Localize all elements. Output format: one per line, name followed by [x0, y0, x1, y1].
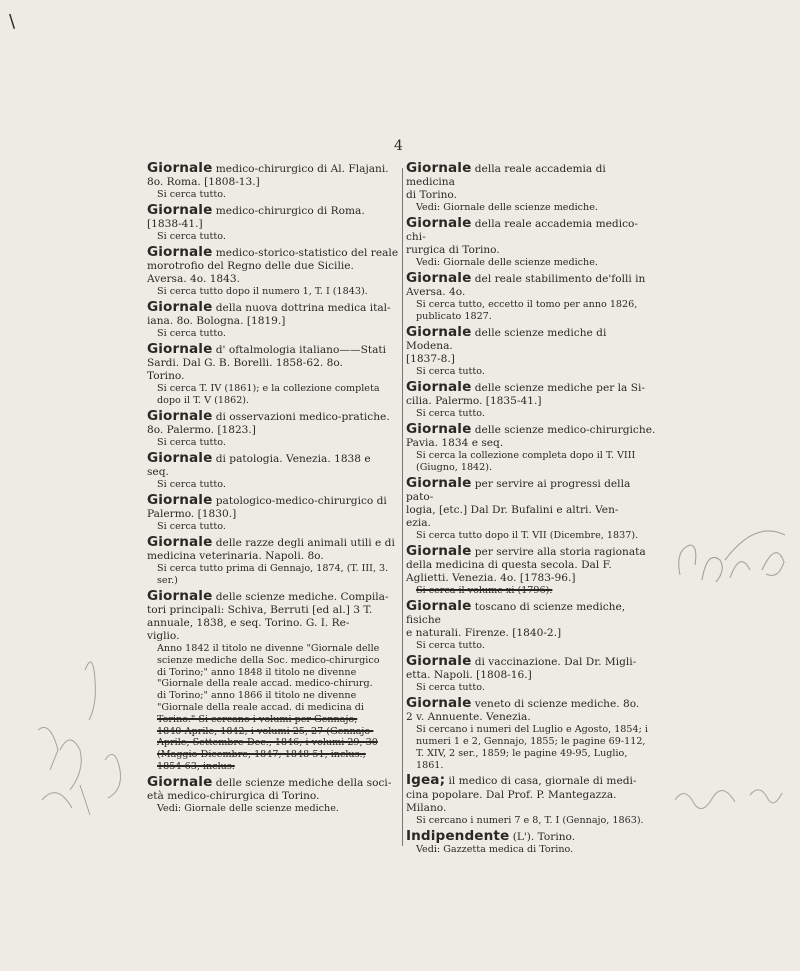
entry-line: [147, 370, 401, 383]
entry-text: Aversa. 4o. 1843.: [147, 273, 241, 286]
entry-line: [147, 301, 401, 315]
entry-line: [147, 617, 401, 630]
entry-text: di Torino.: [406, 189, 457, 202]
catalog-entry: [406, 381, 656, 420]
entry-note: Si cerca tutto.: [157, 521, 226, 533]
entry-heading: Giornale: [406, 270, 472, 287]
entry-line: [406, 697, 656, 711]
entry-note: Vedi: Giornale delle scienze mediche.: [416, 257, 598, 269]
entry-line: [406, 669, 656, 682]
corner-mark: \: [9, 11, 16, 32]
entry-note: Vedi: Gazzetta medica di Torino.: [416, 843, 574, 855]
entry-note: numeri 1 e 2, Gennajo, 1855; le pagine 69-112,: [416, 736, 646, 748]
entry-heading: Giornale: [406, 421, 472, 437]
entry-note: Anno 1842 il titolo ne divenne "Giornale delle: [157, 643, 380, 655]
entry-note: Torino." Si cercano i volumi per Gennajo,: [157, 713, 358, 725]
entry-note: Vedi: Giornale delle scienze mediche.: [416, 202, 598, 214]
entry-text: cina popolare. Dal Prof. P. Mantegazza.: [406, 788, 617, 801]
entry-text: delle scienze mediche di Modena.: [406, 326, 607, 353]
catalog-entry: [406, 774, 656, 826]
entry-line: [147, 357, 401, 370]
entry-text: della reale accademia medico-chi-: [406, 218, 638, 244]
entry-line: [147, 243, 401, 260]
entry-text: delle scienze mediche per la Si-: [474, 382, 645, 395]
entry-line: [406, 802, 656, 815]
catalog-entry: [406, 697, 656, 771]
handwriting-scribble-right-bottom: [670, 775, 795, 815]
entry-text: di vaccinazione. Dal Dr. Migli-: [474, 656, 637, 669]
entry-heading: Giornale: [406, 695, 472, 712]
entry-text: [1837-8.]: [406, 353, 455, 366]
entry-heading: Giornale: [406, 379, 472, 396]
entry-text: Sardi. Dal G. B. Borelli. 1858-62. 8o.: [147, 357, 343, 370]
entry-line: [147, 790, 401, 803]
entry-text: medico-storico-statistico del reale: [215, 246, 399, 259]
entry-note: scienze mediche della Soc. medico-chirurgico: [157, 654, 380, 666]
entry-heading: Giornale: [406, 653, 472, 670]
entry-text: per servire ai progressi della pato-: [406, 477, 631, 503]
entry-text: Torino.: [147, 370, 185, 383]
entry-text: morotrofio del Regno delle due Sicilie.: [147, 260, 354, 273]
entry-line: [406, 572, 656, 585]
entry-line: [406, 437, 656, 450]
entry-text: d' oftalmologia italiano——Stati: [215, 344, 387, 357]
entry-note: Si cerca tutto dopo il T. VII (Dicembre, 1837).: [416, 530, 639, 542]
entry-line: [147, 773, 401, 790]
entry-text: 2 v. Annuente. Venezia.: [406, 711, 531, 724]
catalog-entry: [406, 423, 656, 474]
entry-text: medico-chirurgico di Roma.: [215, 204, 365, 217]
catalog-entry: [406, 600, 656, 652]
entry-text: età medico-chirurgica di Torino.: [147, 789, 320, 802]
entry-line: [406, 517, 656, 530]
entry-heading: Giornale: [406, 323, 472, 340]
catalog-entry: [147, 343, 401, 407]
entry-note: Si cerca il volume xi (1796).: [416, 585, 553, 597]
entry-line: [406, 559, 656, 572]
entry-text: viglio.: [147, 629, 180, 642]
entry-line: [406, 286, 656, 299]
entry-text: il medico di casa, giornale di medi-: [448, 775, 637, 788]
entry-note: "Giornale della reale accad. medico-chirurg.: [157, 678, 373, 690]
entry-line: [406, 323, 656, 353]
catalog-entry: [406, 272, 656, 323]
entry-note: Si cerca tutto dopo il numero 1, T. I (1843).: [157, 286, 368, 298]
entry-heading: Giornale: [147, 449, 213, 466]
catalog-entry: [406, 542, 656, 597]
entry-line: [147, 508, 401, 521]
entry-heading: Giornale: [147, 201, 213, 218]
entry-text: Pavia. 1834 e seq.: [406, 437, 504, 450]
entry-line: [406, 162, 656, 189]
entry-heading: Giornale: [406, 160, 472, 176]
entry-line: [406, 600, 656, 627]
entry-line: [406, 711, 656, 724]
catalog-entry: [147, 201, 401, 243]
entry-note: Si cerca tutto.: [416, 640, 485, 652]
catalog-entry: [406, 474, 656, 542]
entry-note: Si cerca tutto, eccetto il tomo per anno 1826,: [416, 299, 638, 311]
entry-note: Si cerca tutto.: [157, 231, 226, 243]
entry-line: [147, 218, 401, 231]
entry-text: rurgica di Torino.: [406, 244, 500, 257]
catalog-entry: [147, 491, 401, 533]
entry-note: (Giugno, 1842).: [416, 461, 493, 473]
entry-heading: Giornale: [406, 215, 472, 232]
entry-line: [147, 315, 401, 328]
entry-note: 1861.: [416, 759, 444, 771]
entry-note: dopo il T. V (1862).: [157, 395, 250, 407]
entry-line: [406, 381, 656, 395]
entry-heading: Giornale: [147, 341, 213, 358]
entry-line: [147, 449, 401, 466]
column-left: [147, 162, 401, 818]
entry-note: di Torino;" anno 1848 il titolo ne divenne: [157, 666, 357, 678]
entry-note: Si cerca tutto.: [416, 366, 485, 378]
entry-line: [406, 774, 656, 788]
entry-note: "Giornale della reale accad. di medicina di: [157, 702, 364, 713]
catalog-entry: [406, 827, 656, 856]
catalog-entry: [147, 162, 401, 201]
entry-note: Si cerca tutto.: [157, 189, 226, 201]
entry-note: Aprile, Settembre-Dec., 1846; i volumi 29, 30: [157, 737, 378, 749]
entry-text: (L'). Torino.: [512, 830, 576, 843]
entry-line: [147, 260, 401, 273]
entry-note: Si cerca tutto.: [416, 408, 485, 420]
entry-heading: Giornale: [147, 407, 213, 424]
entry-text: delle razze degli animali utili e di: [215, 536, 395, 549]
entry-line: [147, 162, 401, 176]
entry-note: Si cerca la collezione completa dopo il T. VIII: [416, 450, 636, 462]
entry-line: [147, 550, 401, 563]
entry-heading: Giornale: [147, 243, 213, 260]
catalog-entry: [406, 162, 656, 214]
entry-line: [147, 604, 401, 617]
entry-line: [406, 504, 656, 517]
entry-line: [406, 827, 656, 844]
entry-line: [147, 466, 401, 479]
catalog-entry: [147, 449, 401, 491]
entry-heading: Giornale: [147, 533, 213, 550]
catalog-entry: [147, 587, 401, 773]
page-number: 4: [394, 138, 403, 154]
handwriting-scribble-left: [20, 600, 140, 830]
entry-line: [406, 474, 656, 504]
entry-note: publicato 1827.: [416, 311, 492, 323]
catalog-entry: [147, 243, 401, 298]
entry-note: Si cerca T. IV (1861); e la collezione completa: [157, 383, 380, 395]
entry-line: [147, 424, 401, 437]
entry-heading: Giornale: [147, 491, 213, 508]
entry-text: e naturali. Firenze. [1840-2.]: [406, 627, 562, 640]
entry-text: medico-chirurgico di Al. Flajani.: [215, 163, 389, 175]
entry-text: veneto di scienze mediche. 8o.: [474, 698, 640, 711]
entry-line: [147, 630, 401, 643]
entry-heading: Giornale: [147, 160, 213, 176]
entry-line: [406, 395, 656, 408]
entry-line: [406, 627, 656, 640]
catalog-entry: [147, 773, 401, 815]
entry-text: delle scienze mediche. Compila-: [215, 590, 389, 603]
entry-text: per servire alla storia ragionata: [474, 545, 646, 558]
entry-text: iana. 8o. Bologna. [1819.]: [147, 315, 286, 328]
entry-note: Si cercano i numeri del Luglio e Agosto, 1854; i: [416, 724, 648, 736]
entry-note: Si cerca tutto.: [157, 437, 226, 449]
entry-line: [147, 176, 401, 189]
catalog-entry: [147, 533, 401, 587]
entry-note: Si cercano i numeri 7 e 8, T. I (Gennajo, 1863).: [416, 814, 644, 826]
entry-text: Palermo. [1830.]: [147, 507, 237, 520]
catalog-entry: [147, 407, 401, 449]
entry-text: tori principali: Schiva, Berruti [ed al.] 3 T.: [147, 603, 373, 616]
entry-line: [406, 244, 656, 257]
entry-line: [147, 491, 401, 508]
entry-heading: Giornale: [147, 773, 213, 790]
entry-heading: Indipendente: [406, 827, 510, 844]
entry-note: di Torino;" anno 1866 il titolo ne divenne: [157, 690, 357, 702]
entry-text: Milano.: [406, 801, 447, 814]
entry-note: T. XIV, 2 ser., 1859; le pagine 49-95, Luglio,: [416, 747, 628, 759]
entry-heading: Igea;: [406, 772, 446, 789]
entry-heading: Giornale: [147, 587, 213, 604]
entry-text: del reale stabilimento de'folli in: [474, 273, 646, 286]
entry-text: della nuova dottrina medica ital-: [215, 302, 391, 315]
entry-line: [406, 272, 656, 286]
entry-line: [147, 343, 401, 357]
entry-note: Si cerca tutto.: [416, 682, 485, 694]
entry-text: Aglietti. Venezia. 4o. [1783-96.]: [406, 572, 576, 585]
entry-note: 1840-Aprile, 1842; i volumi 25, 27 (Gennajo-: [157, 725, 374, 737]
entry-note: 1854-63, inclus.: [157, 760, 235, 772]
entry-line: [147, 273, 401, 286]
entry-text: della reale accademia di medicina: [406, 163, 606, 189]
handwriting-scribble-right-top: [670, 520, 795, 600]
entry-line: [406, 353, 656, 366]
catalog-entry: [147, 301, 401, 340]
entry-text: di patologia. Venezia. 1838 e: [215, 452, 371, 465]
entry-text: patologico-medico-chirurgico di: [215, 494, 387, 507]
entry-text: 8o. Roma. [1808-13.]: [147, 176, 260, 189]
column-divider: [402, 168, 403, 846]
column-right: [406, 162, 656, 858]
entry-text: 8o. Palermo. [1823.]: [147, 424, 256, 436]
entry-note: Si cerca tutto.: [157, 479, 226, 491]
catalog-entry: [406, 323, 656, 378]
entry-line: [147, 587, 401, 604]
entry-text: di osservazioni medico-pratiche.: [215, 410, 390, 423]
entry-text: etta. Napoli. [1808-16.]: [406, 669, 532, 682]
entry-text: ezia.: [406, 517, 431, 530]
entry-note: Vedi: Giornale delle scienze mediche.: [157, 802, 339, 814]
entry-line: [406, 655, 656, 669]
entry-note: Si cerca tutto prima di Gennajo, 1874, (T. III, 3.: [157, 563, 389, 575]
catalog-entry: [406, 217, 656, 269]
entry-text: cilia. Palermo. [1835-41.]: [406, 395, 542, 408]
entry-heading: Giornale: [406, 598, 472, 615]
entry-note: ser.): [157, 574, 178, 586]
entry-text: medicina veterinaria. Napoli. 8o.: [147, 549, 324, 562]
entry-line: [147, 201, 401, 218]
entry-heading: Giornale: [406, 474, 472, 491]
entry-text: Aversa. 4o.: [406, 286, 466, 299]
entry-text: della medicina di questa secola. Dal F.: [406, 559, 612, 572]
entry-line: [406, 217, 656, 244]
entry-text: seq.: [147, 465, 169, 478]
entry-heading: Giornale: [406, 542, 472, 559]
entry-line: [406, 189, 656, 202]
entry-note: Si cerca tutto.: [157, 328, 226, 340]
entry-text: delle scienze medico-chirurgiche.: [474, 424, 656, 436]
entry-heading: Giornale: [147, 299, 213, 316]
entry-text: annuale, 1838, e seq. Torino. G. I. Re-: [147, 616, 350, 629]
entry-text: logia, [etc.] Dal Dr. Bufalini e altri. Ven-: [406, 503, 619, 516]
entry-line: [147, 407, 401, 424]
entry-line: [147, 533, 401, 550]
entry-text: toscano di scienze mediche, fisiche: [406, 601, 626, 627]
entry-text: delle scienze mediche della soci-: [215, 776, 392, 789]
entry-text: [1838-41.]: [147, 218, 203, 231]
entry-note: (Maggio-Dicembre, 1847; 1848-51, inclus.;: [157, 749, 366, 761]
entry-line: [406, 423, 656, 437]
entry-line: [406, 789, 656, 802]
entry-line: [406, 542, 656, 559]
catalog-entry: [406, 655, 656, 694]
